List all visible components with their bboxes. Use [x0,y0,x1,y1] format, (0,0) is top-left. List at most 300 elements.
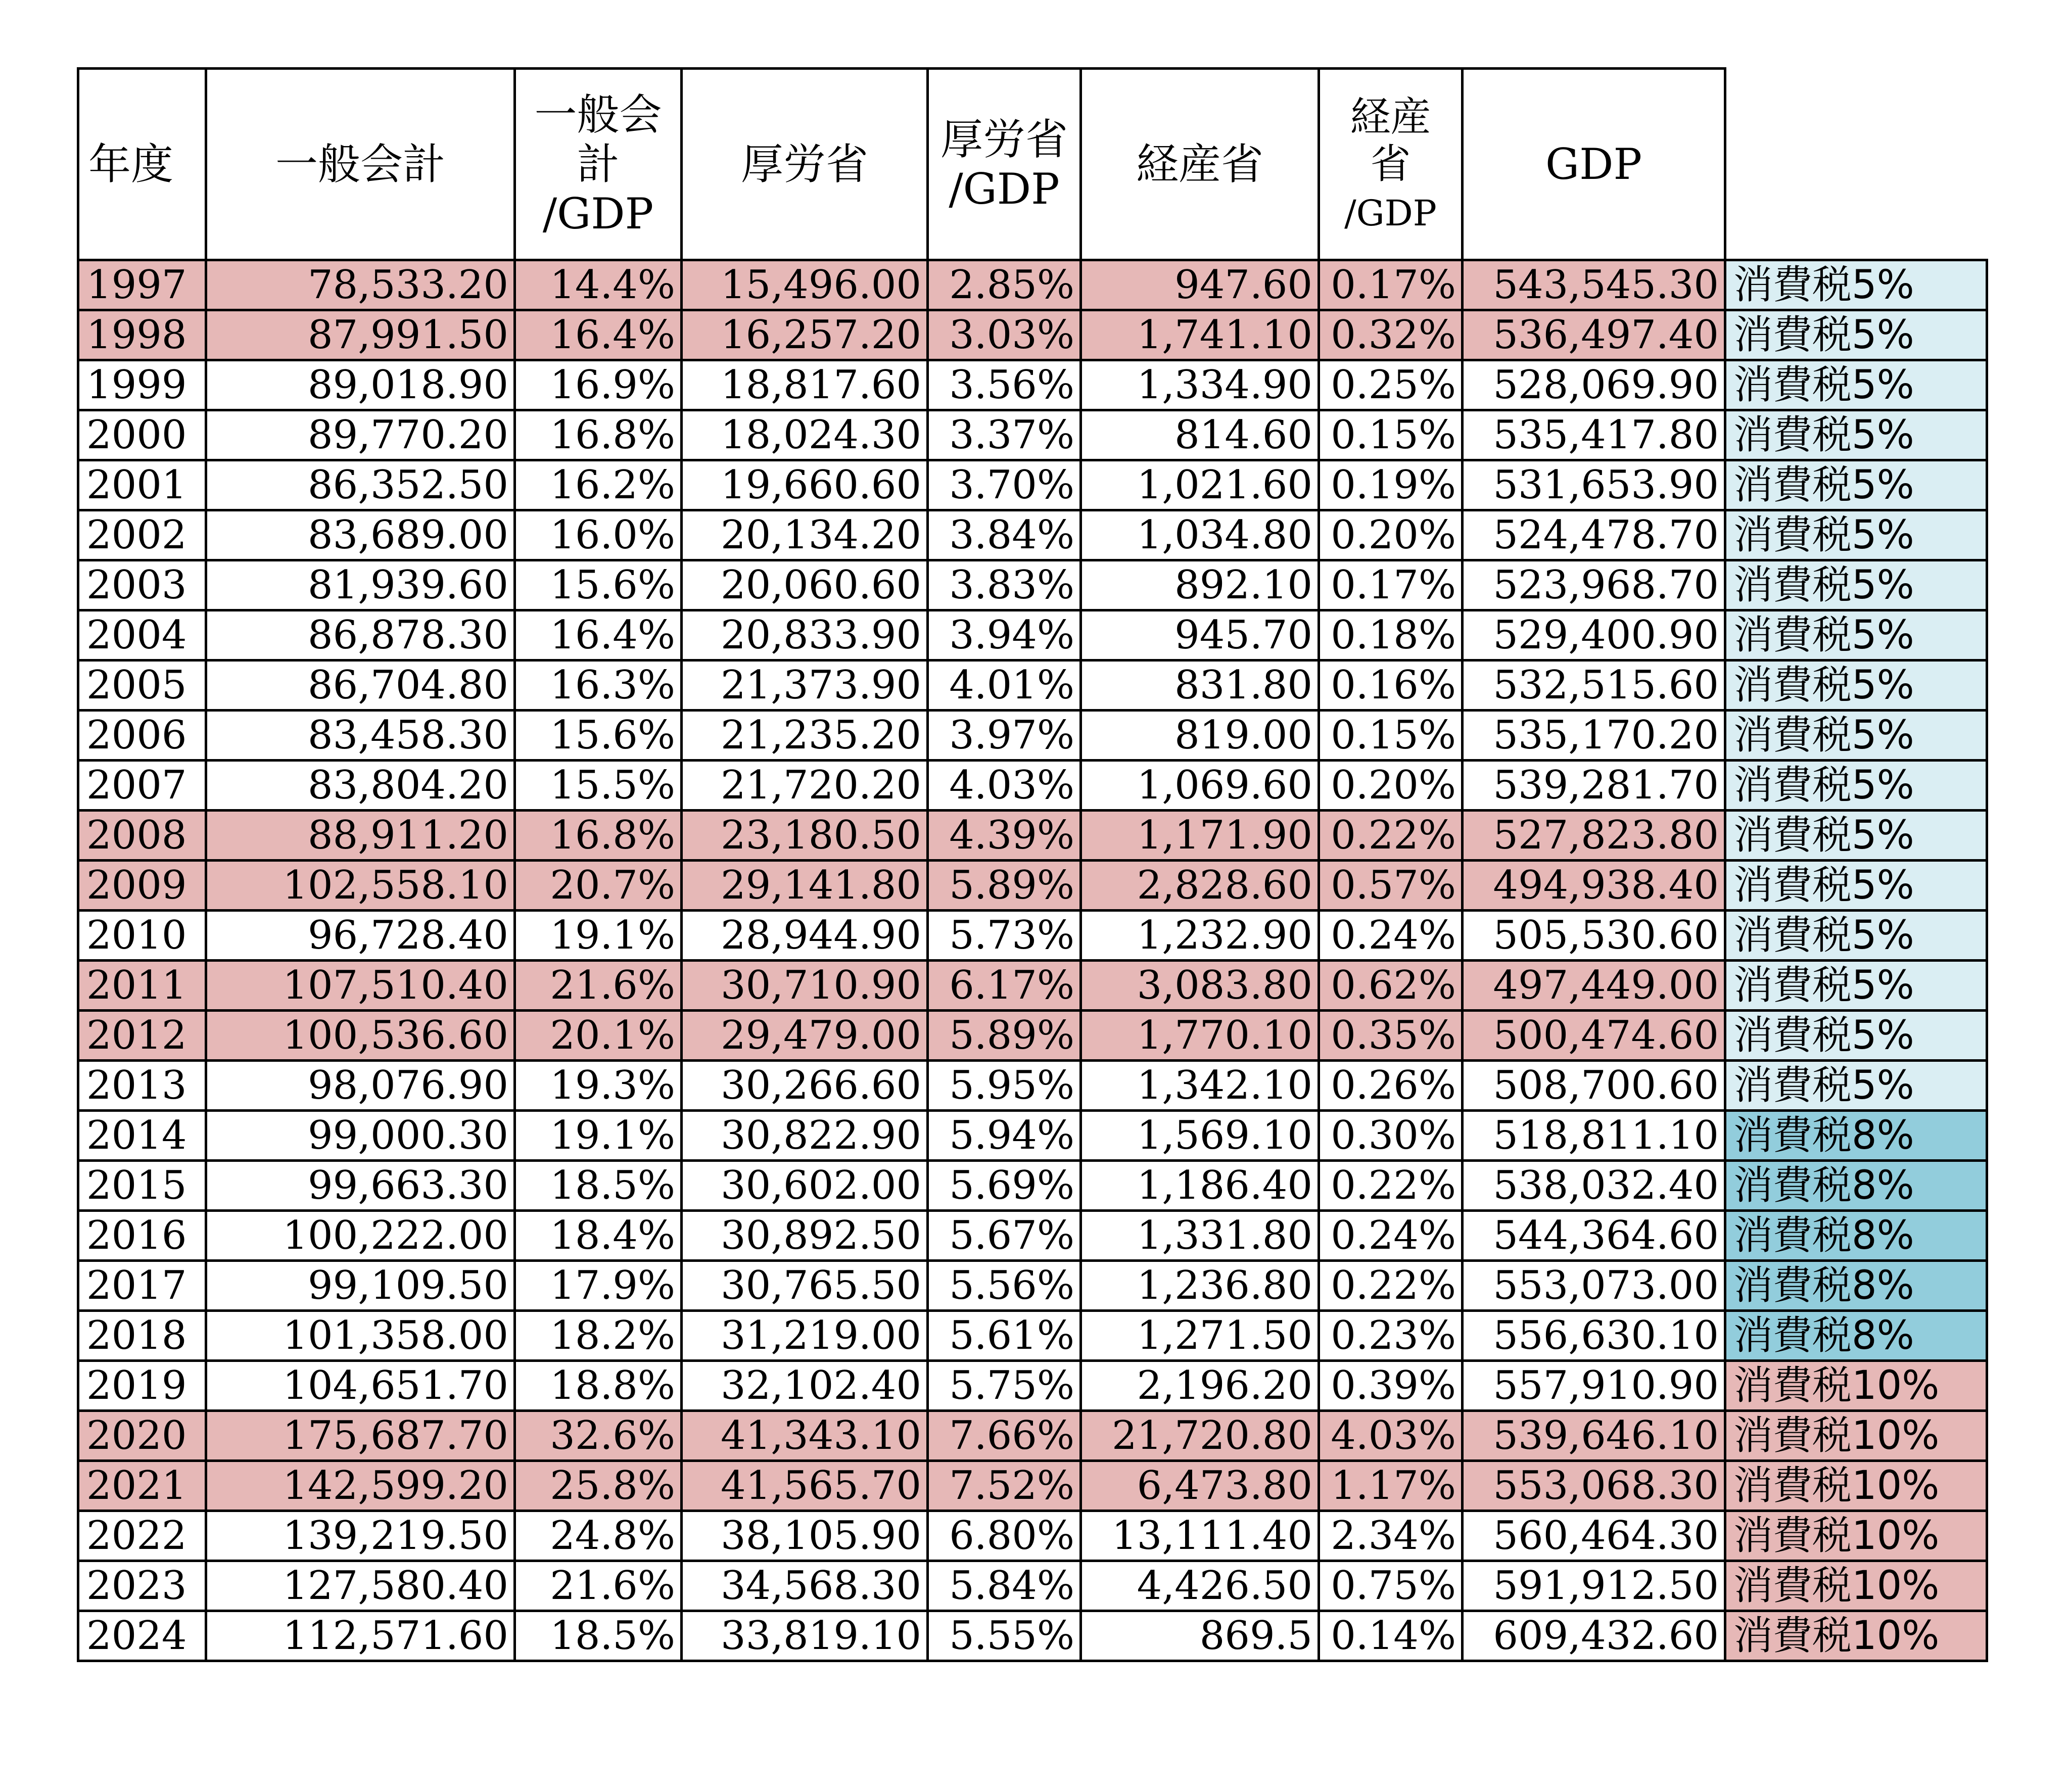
cell-general-gdp: 18.2% [515,1311,682,1361]
cell-general-account: 139,219.50 [206,1511,515,1561]
cell-gdp: 535,170.20 [1463,711,1725,761]
cell-year: 2004 [78,610,206,661]
cell-year: 1999 [78,360,206,410]
cell-general-gdp: 15.6% [515,560,682,610]
cell-general-gdp: 18.4% [515,1211,682,1261]
cell-meti: 21,720.80 [1081,1411,1319,1461]
cell-mhlw: 28,944.90 [682,911,928,961]
cell-year: 2001 [78,460,206,510]
cell-mhlw: 30,765.50 [682,1261,928,1311]
header-general-gdp-line3: /GDP [542,189,654,239]
cell-general-gdp: 21.6% [515,961,682,1011]
cell-mhlw-gdp: 5.56% [928,1261,1081,1311]
cell-general-gdp: 19.3% [515,1061,682,1111]
header-meti-gdp-line3: /GDP [1344,192,1437,234]
cell-general-gdp: 19.1% [515,1111,682,1161]
cell-meti-gdp: 0.26% [1319,1061,1463,1111]
cell-gdp: 539,646.10 [1463,1411,1725,1461]
cell-meti-gdp: 0.15% [1319,410,1463,460]
cell-gdp: 538,032.40 [1463,1161,1725,1211]
cell-general-gdp: 16.8% [515,410,682,460]
cell-gdp: 505,530.60 [1463,911,1725,961]
cell-general-account: 98,076.90 [206,1061,515,1111]
cell-general-account: 99,000.30 [206,1111,515,1161]
cell-meti-gdp: 0.30% [1319,1111,1463,1161]
cell-year: 2015 [78,1161,206,1211]
cell-gdp: 500,474.60 [1463,1011,1725,1061]
cell-general-gdp: 18.8% [515,1361,682,1411]
cell-general-account: 96,728.40 [206,911,515,961]
cell-meti: 1,271.50 [1081,1311,1319,1361]
cell-mhlw-gdp: 3.84% [928,510,1081,560]
cell-general-account: 100,222.00 [206,1211,515,1261]
table-row [78,560,1987,610]
cell-meti-gdp: 1.17% [1319,1461,1463,1511]
cell-general-gdp: 20.7% [515,861,682,911]
cell-mhlw-gdp: 6.17% [928,961,1081,1011]
cell-gdp: 543,545.30 [1463,260,1725,310]
cell-general-gdp: 17.9% [515,1261,682,1311]
cell-gdp: 524,478.70 [1463,510,1725,560]
cell-mhlw: 41,343.10 [682,1411,928,1461]
header-row [78,69,1987,260]
cell-general-account: 89,770.20 [206,410,515,460]
cell-year: 2008 [78,811,206,861]
table-row [78,1411,1987,1461]
cell-general-gdp: 15.6% [515,711,682,761]
cell-gdp: 518,811.10 [1463,1111,1725,1161]
cell-year: 2013 [78,1061,206,1111]
header-blank [1725,69,1987,260]
cell-gdp: 609,432.60 [1463,1611,1725,1661]
cell-mhlw-gdp: 5.95% [928,1061,1081,1111]
cell-mhlw-gdp: 3.56% [928,360,1081,410]
cell-year: 1998 [78,310,206,360]
table-row [78,861,1987,911]
cell-general-account: 102,558.10 [206,861,515,911]
table-row [78,510,1987,560]
cell-consumption-tax: 消費税5% [1725,460,1987,510]
cell-meti-gdp: 0.32% [1319,310,1463,360]
cell-mhlw-gdp: 7.66% [928,1411,1081,1461]
cell-gdp: 591,912.50 [1463,1561,1725,1611]
cell-general-account: 89,018.90 [206,360,515,410]
cell-mhlw-gdp: 4.03% [928,761,1081,811]
cell-meti: 814.60 [1081,410,1319,460]
cell-mhlw: 30,266.60 [682,1061,928,1111]
cell-meti: 13,111.40 [1081,1511,1319,1561]
cell-year: 2005 [78,661,206,711]
cell-gdp: 523,968.70 [1463,560,1725,610]
cell-year: 2019 [78,1361,206,1411]
cell-mhlw-gdp: 5.89% [928,861,1081,911]
cell-mhlw: 33,819.10 [682,1611,928,1661]
table-row [78,1461,1987,1511]
cell-general-gdp: 16.9% [515,360,682,410]
table-row [78,360,1987,410]
cell-mhlw: 21,373.90 [682,661,928,711]
cell-gdp: 532,515.60 [1463,661,1725,711]
table-row [78,310,1987,360]
cell-consumption-tax: 消費税5% [1725,360,1987,410]
cell-year: 2022 [78,1511,206,1561]
header-meti-gdp-line2: 省 [1370,140,1411,188]
cell-mhlw-gdp: 5.67% [928,1211,1081,1261]
header-mhlw-gdp-line1: 厚労省 [940,114,1068,164]
cell-meti: 1,342.10 [1081,1061,1319,1111]
cell-general-account: 107,510.40 [206,961,515,1011]
cell-meti-gdp: 0.24% [1319,911,1463,961]
table-row [78,661,1987,711]
cell-gdp: 529,400.90 [1463,610,1725,661]
cell-meti: 869.5 [1081,1611,1319,1661]
cell-gdp: 556,630.10 [1463,1311,1725,1361]
cell-meti-gdp: 0.17% [1319,560,1463,610]
cell-meti-gdp: 0.16% [1319,661,1463,711]
cell-general-account: 175,687.70 [206,1411,515,1461]
cell-consumption-tax: 消費税10% [1725,1611,1987,1661]
table-body [78,260,1987,1661]
cell-year: 2021 [78,1461,206,1511]
cell-meti: 3,083.80 [1081,961,1319,1011]
cell-year: 2024 [78,1611,206,1661]
cell-mhlw: 32,102.40 [682,1361,928,1411]
cell-general-account: 83,458.30 [206,711,515,761]
cell-meti: 947.60 [1081,260,1319,310]
cell-meti-gdp: 0.15% [1319,711,1463,761]
table-row [78,1161,1987,1211]
table-row [78,1511,1987,1561]
cell-mhlw-gdp: 5.55% [928,1611,1081,1661]
cell-year: 2011 [78,961,206,1011]
cell-meti-gdp: 0.24% [1319,1211,1463,1261]
cell-general-gdp: 18.5% [515,1611,682,1661]
cell-mhlw: 30,822.90 [682,1111,928,1161]
cell-consumption-tax: 消費税8% [1725,1211,1987,1261]
cell-general-gdp: 16.2% [515,460,682,510]
cell-meti: 1,069.60 [1081,761,1319,811]
cell-gdp: 528,069.90 [1463,360,1725,410]
cell-year: 1997 [78,260,206,310]
cell-meti: 1,021.60 [1081,460,1319,510]
cell-mhlw: 34,568.30 [682,1561,928,1611]
cell-year: 2007 [78,761,206,811]
cell-mhlw: 18,024.30 [682,410,928,460]
cell-year: 2023 [78,1561,206,1611]
cell-gdp: 560,464.30 [1463,1511,1725,1561]
cell-meti-gdp: 0.22% [1319,1261,1463,1311]
cell-general-gdp: 16.3% [515,661,682,711]
cell-meti: 1,569.10 [1081,1111,1319,1161]
cell-mhlw-gdp: 5.69% [928,1161,1081,1211]
cell-meti-gdp: 0.39% [1319,1361,1463,1411]
cell-general-account: 81,939.60 [206,560,515,610]
cell-general-account: 83,804.20 [206,761,515,811]
cell-consumption-tax: 消費税10% [1725,1361,1987,1411]
cell-gdp: 553,073.00 [1463,1261,1725,1311]
table-row [78,1311,1987,1361]
cell-year: 2012 [78,1011,206,1061]
cell-meti: 1,236.80 [1081,1261,1319,1311]
cell-consumption-tax: 消費税8% [1725,1111,1987,1161]
cell-mhlw: 30,602.00 [682,1161,928,1211]
cell-consumption-tax: 消費税10% [1725,1461,1987,1511]
cell-mhlw: 20,060.60 [682,560,928,610]
cell-meti-gdp: 0.62% [1319,961,1463,1011]
cell-general-account: 86,878.30 [206,610,515,661]
cell-general-account: 87,991.50 [206,310,515,360]
cell-meti-gdp: 0.22% [1319,1161,1463,1211]
cell-meti: 4,426.50 [1081,1561,1319,1611]
cell-general-account: 99,663.30 [206,1161,515,1211]
cell-mhlw-gdp: 5.61% [928,1311,1081,1361]
cell-mhlw-gdp: 4.39% [928,811,1081,861]
cell-meti: 1,331.80 [1081,1211,1319,1261]
table-row [78,761,1987,811]
cell-general-gdp: 20.1% [515,1011,682,1061]
cell-mhlw-gdp: 5.89% [928,1011,1081,1061]
cell-mhlw: 23,180.50 [682,811,928,861]
cell-mhlw: 16,257.20 [682,310,928,360]
cell-meti: 831.80 [1081,661,1319,711]
table-row [78,1361,1987,1411]
cell-meti-gdp: 0.25% [1319,360,1463,410]
cell-mhlw: 38,105.90 [682,1511,928,1561]
cell-general-account: 100,536.60 [206,1011,515,1061]
table-row [78,711,1987,761]
cell-year: 2010 [78,911,206,961]
cell-meti: 2,828.60 [1081,861,1319,911]
cell-consumption-tax: 消費税5% [1725,1011,1987,1061]
cell-general-gdp: 15.5% [515,761,682,811]
cell-year: 2009 [78,861,206,911]
cell-gdp: 494,938.40 [1463,861,1725,911]
table-row [78,1211,1987,1261]
cell-consumption-tax: 消費税5% [1725,260,1987,310]
table-row [78,1011,1987,1061]
cell-meti: 2,196.20 [1081,1361,1319,1411]
cell-year: 2017 [78,1261,206,1311]
cell-general-account: 104,651.70 [206,1361,515,1411]
cell-general-account: 101,358.00 [206,1311,515,1361]
cell-year: 2003 [78,560,206,610]
cell-consumption-tax: 消費税5% [1725,410,1987,460]
header-gdp: GDP [1463,69,1725,260]
table-row [78,460,1987,510]
table-row [78,961,1987,1011]
cell-general-gdp: 18.5% [515,1161,682,1211]
cell-gdp: 544,364.60 [1463,1211,1725,1261]
cell-consumption-tax: 消費税10% [1725,1411,1987,1461]
cell-consumption-tax: 消費税5% [1725,560,1987,610]
cell-meti-gdp: 0.20% [1319,761,1463,811]
cell-general-gdp: 21.6% [515,1561,682,1611]
header-year: 年度 [78,69,206,260]
cell-meti-gdp: 0.23% [1319,1311,1463,1361]
header-meti: 経産省 [1081,69,1319,260]
cell-general-gdp: 16.0% [515,510,682,560]
cell-gdp: 531,653.90 [1463,460,1725,510]
cell-year: 2000 [78,410,206,460]
header-mhlw-gdp [928,69,1081,260]
header-general-gdp-line1: 一般会 [534,89,662,139]
cell-consumption-tax: 消費税5% [1725,711,1987,761]
table-row [78,911,1987,961]
cell-mhlw-gdp: 5.94% [928,1111,1081,1161]
cell-mhlw: 41,565.70 [682,1461,928,1511]
cell-mhlw: 31,219.00 [682,1311,928,1361]
header-general-gdp [515,69,682,260]
header-general-account: 一般会計 [206,69,515,260]
header-mhlw: 厚労省 [682,69,928,260]
cell-general-gdp: 25.8% [515,1461,682,1511]
cell-general-account: 99,109.50 [206,1261,515,1311]
table-row [78,1261,1987,1311]
cell-year: 2014 [78,1111,206,1161]
cell-meti: 1,034.80 [1081,510,1319,560]
cell-mhlw-gdp: 3.03% [928,310,1081,360]
cell-meti: 1,334.90 [1081,360,1319,410]
budget-table [77,67,1988,1662]
header-meti-gdp-line1: 経産 [1350,93,1431,140]
cell-consumption-tax: 消費税5% [1725,661,1987,711]
cell-consumption-tax: 消費税8% [1725,1261,1987,1311]
cell-general-account: 112,571.60 [206,1611,515,1661]
cell-mhlw-gdp: 5.73% [928,911,1081,961]
cell-consumption-tax: 消費税5% [1725,961,1987,1011]
cell-mhlw-gdp: 3.97% [928,711,1081,761]
cell-mhlw-gdp: 3.83% [928,560,1081,610]
cell-mhlw: 21,235.20 [682,711,928,761]
cell-meti-gdp: 0.57% [1319,861,1463,911]
cell-general-gdp: 16.4% [515,310,682,360]
cell-meti-gdp: 4.03% [1319,1411,1463,1461]
cell-year: 2018 [78,1311,206,1361]
table-row [78,260,1987,310]
table-row [78,1561,1987,1611]
table-row [78,610,1987,661]
cell-consumption-tax: 消費税5% [1725,861,1987,911]
cell-year: 2016 [78,1211,206,1261]
cell-meti: 819.00 [1081,711,1319,761]
cell-year: 2020 [78,1411,206,1461]
cell-consumption-tax: 消費税5% [1725,310,1987,360]
cell-mhlw: 29,141.80 [682,861,928,911]
cell-general-account: 86,352.50 [206,460,515,510]
cell-general-account: 88,911.20 [206,811,515,861]
table-row [78,811,1987,861]
cell-mhlw: 21,720.20 [682,761,928,811]
cell-mhlw-gdp: 6.80% [928,1511,1081,1561]
cell-meti: 892.10 [1081,560,1319,610]
cell-consumption-tax: 消費税5% [1725,610,1987,661]
cell-general-account: 78,533.20 [206,260,515,310]
cell-gdp: 508,700.60 [1463,1061,1725,1111]
table-row [78,1611,1987,1661]
cell-consumption-tax: 消費税5% [1725,1061,1987,1111]
cell-meti: 1,186.40 [1081,1161,1319,1211]
cell-consumption-tax: 消費税8% [1725,1161,1987,1211]
cell-meti: 1,232.90 [1081,911,1319,961]
cell-year: 2002 [78,510,206,560]
cell-meti: 945.70 [1081,610,1319,661]
header-meti-gdp [1319,69,1463,260]
cell-gdp: 527,823.80 [1463,811,1725,861]
cell-mhlw-gdp: 4.01% [928,661,1081,711]
cell-gdp: 553,068.30 [1463,1461,1725,1511]
cell-mhlw: 20,833.90 [682,610,928,661]
cell-gdp: 539,281.70 [1463,761,1725,811]
cell-mhlw-gdp: 3.70% [928,460,1081,510]
cell-meti: 1,171.90 [1081,811,1319,861]
table-row [78,1111,1987,1161]
cell-consumption-tax: 消費税10% [1725,1511,1987,1561]
cell-mhlw-gdp: 5.75% [928,1361,1081,1411]
cell-gdp: 557,910.90 [1463,1361,1725,1411]
cell-consumption-tax: 消費税5% [1725,761,1987,811]
cell-consumption-tax: 消費税8% [1725,1311,1987,1361]
cell-general-account: 127,580.40 [206,1561,515,1611]
cell-mhlw: 19,660.60 [682,460,928,510]
cell-meti-gdp: 0.75% [1319,1561,1463,1611]
cell-general-account: 142,599.20 [206,1461,515,1511]
cell-mhlw-gdp: 3.37% [928,410,1081,460]
cell-general-gdp: 16.4% [515,610,682,661]
cell-meti-gdp: 0.14% [1319,1611,1463,1661]
cell-mhlw: 20,134.20 [682,510,928,560]
cell-general-gdp: 14.4% [515,260,682,310]
cell-meti: 1,741.10 [1081,310,1319,360]
cell-gdp: 497,449.00 [1463,961,1725,1011]
cell-general-gdp: 19.1% [515,911,682,961]
cell-general-gdp: 24.8% [515,1511,682,1561]
cell-mhlw: 18,817.60 [682,360,928,410]
cell-consumption-tax: 消費税5% [1725,811,1987,861]
cell-general-account: 86,704.80 [206,661,515,711]
cell-meti-gdp: 0.20% [1319,510,1463,560]
cell-mhlw: 15,496.00 [682,260,928,310]
cell-meti-gdp: 0.18% [1319,610,1463,661]
cell-consumption-tax: 消費税5% [1725,911,1987,961]
cell-consumption-tax: 消費税5% [1725,510,1987,560]
cell-meti-gdp: 0.19% [1319,460,1463,510]
header-general-gdp-line2: 計 [577,139,620,189]
cell-mhlw-gdp: 5.84% [928,1561,1081,1611]
cell-mhlw: 29,479.00 [682,1011,928,1061]
cell-general-gdp: 16.8% [515,811,682,861]
cell-consumption-tax: 消費税10% [1725,1561,1987,1611]
cell-mhlw: 30,710.90 [682,961,928,1011]
cell-meti-gdp: 0.35% [1319,1011,1463,1061]
cell-meti-gdp: 0.22% [1319,811,1463,861]
cell-general-gdp: 32.6% [515,1411,682,1461]
table-row [78,1061,1987,1111]
cell-meti: 6,473.80 [1081,1461,1319,1511]
cell-meti-gdp: 2.34% [1319,1511,1463,1561]
cell-meti: 1,770.10 [1081,1011,1319,1061]
header-mhlw-gdp-line2: /GDP [949,164,1060,214]
cell-mhlw-gdp: 2.85% [928,260,1081,310]
cell-year: 2006 [78,711,206,761]
table-row [78,410,1987,460]
cell-mhlw: 30,892.50 [682,1211,928,1261]
cell-mhlw-gdp: 3.94% [928,610,1081,661]
cell-meti-gdp: 0.17% [1319,260,1463,310]
cell-gdp: 536,497.40 [1463,310,1725,360]
cell-general-account: 83,689.00 [206,510,515,560]
cell-gdp: 535,417.80 [1463,410,1725,460]
cell-mhlw-gdp: 7.52% [928,1461,1081,1511]
